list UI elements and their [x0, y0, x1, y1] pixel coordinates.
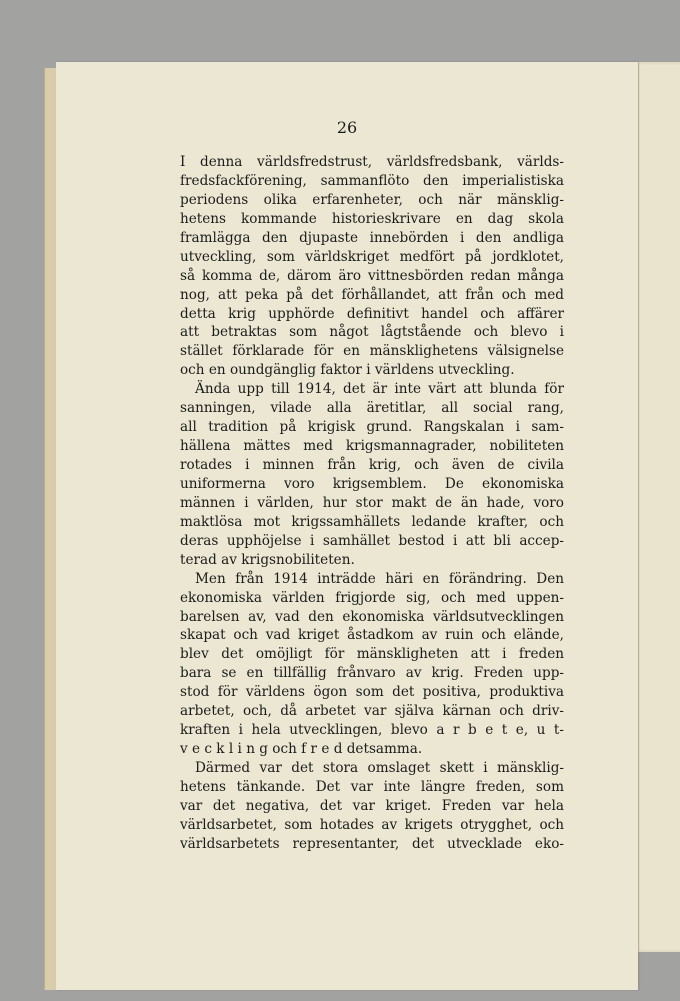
text-line: deras upphöjelse i samhället bestod i att bli accep-: [180, 532, 564, 549]
text-line: arbetet, och, då arbetet var själva kärnan och driv-: [180, 703, 564, 720]
text-line: fredsfackförening, sammanflöto den imperialistiska: [180, 172, 564, 189]
text-line: blev det omöjligt för mänskligheten att i freden: [180, 646, 564, 663]
text-line: detta krig upphörde definitivt handel och affärer: [180, 305, 564, 322]
text-line: I denna världsfredstrust, världsfredsbank, världs-: [180, 154, 564, 170]
text-line: skapat och vad kriget åstadkom av ruin och elände,: [180, 627, 564, 644]
text-line: terad av krigsnobiliteten.: [180, 551, 355, 568]
text-line: bara se en tillfällig frånvaro av krig. Freden upp-: [180, 665, 564, 682]
text-line: och en oundgänglig faktor i världens utveckling.: [180, 362, 515, 379]
text-line: världsarbetet, som hotades av krigets otrygghet, och: [180, 816, 564, 833]
text-line: barelsen av, vad den ekonomiska världsutvecklingen: [180, 608, 564, 625]
text-line: kraften i hela utvecklingen, blevo a r b e t e, u t-: [180, 722, 564, 739]
body-text: [180, 153, 564, 854]
text-line: att betraktas som något lågtstående och blevo i: [180, 324, 564, 341]
text-line: männen i världen, hur stor makt de än hade, voro: [180, 494, 564, 511]
text-line: Ända upp till 1914, det är inte värt att blunda för: [195, 381, 564, 398]
text-line: v e c k l i n g och f r e d detsamma.: [180, 741, 423, 758]
text-line: Därmed var det stora omslaget skett i mänsklig-: [195, 760, 564, 776]
text-line: nog, att peka på det förhållandet, att från och med: [180, 286, 564, 303]
text-line: var det negativa, det var kriget. Freden var hela: [180, 797, 564, 814]
next-page-edge: [637, 62, 680, 952]
text-line: hetens tänkande. Det var inte längre freden, som: [180, 778, 564, 795]
text-line: Men från 1914 inträdde häri en förändring. Den: [195, 570, 564, 587]
book-page: [56, 62, 638, 990]
text-line: stod för världens ögon som det positiva, produktiva: [180, 684, 564, 701]
text-line: hetens kommande historieskrivare en dag skola: [180, 210, 564, 227]
text-line: maktlösa mot krigssamhällets ledande krafter, och: [180, 513, 564, 530]
text-line: världsarbetets representanter, det utvecklade eko-: [180, 835, 564, 852]
text-line: utveckling, som världskriget medfört på jordklotet,: [180, 248, 564, 265]
page-number: 26: [336, 118, 358, 137]
text-line: stället förklarade för en mänsklighetens välsignelse: [180, 343, 564, 360]
text-line: periodens olika erfarenheter, och när mänsklig-: [180, 191, 564, 208]
text-line: uniformerna voro krigsemblem. De ekonomiska: [180, 475, 564, 492]
text-line: sanningen, vilade alla äretitlar, all social rang,: [180, 400, 564, 417]
text-line: rotades i minnen från krig, och även de civila: [180, 457, 564, 473]
text-line: all tradition på krigisk grund. Rangskalan i sam-: [180, 419, 564, 436]
text-line: framlägga den djupaste innebörden i den andliga: [180, 229, 564, 246]
text-line: så komma de, därom äro vittnesbörden redan många: [180, 267, 564, 284]
text-line: ekonomiska världen frigjorde sig, och med uppen-: [180, 589, 564, 606]
text-line: hällena mättes med krigsmannagrader, nobiliteten: [180, 438, 564, 455]
